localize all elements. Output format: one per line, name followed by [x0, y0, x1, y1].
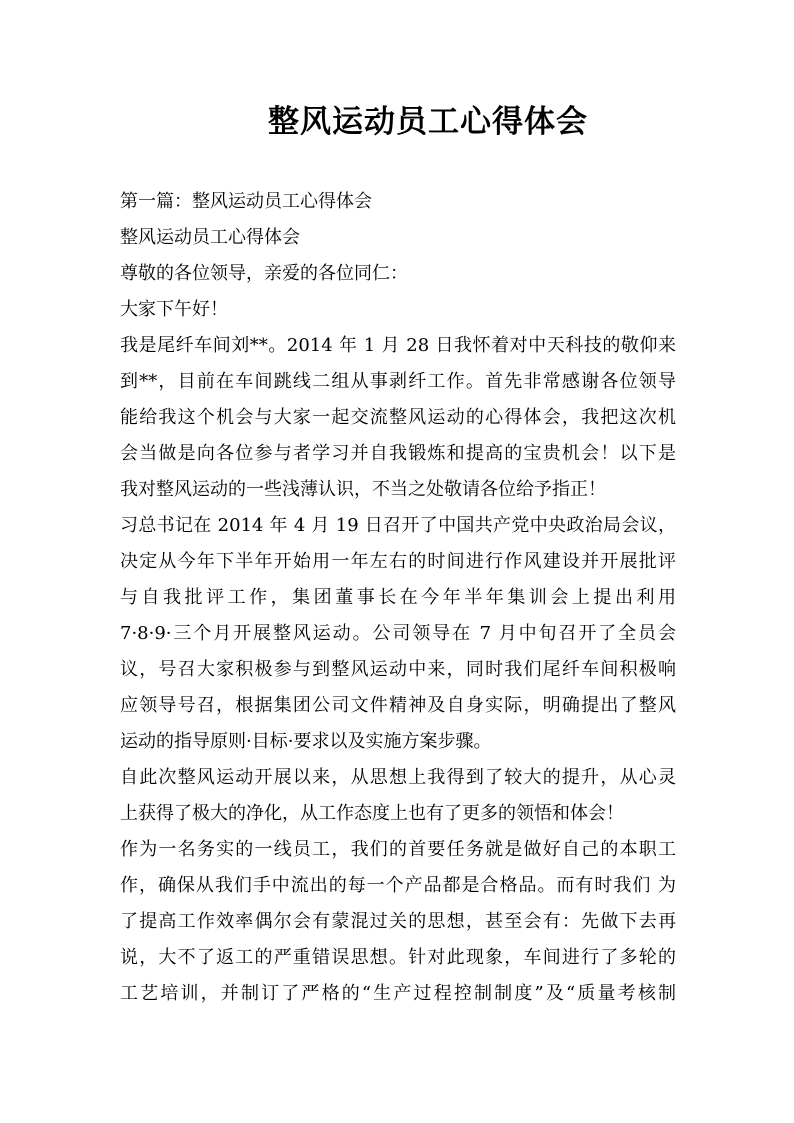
text-line: 上获得了极大的净化，从工作态度上也有了更多的领悟和体会！: [120, 803, 624, 824]
text-line: 习总书记在 2014 年 4 月 19 日召开了中国共产党中央政治局会议，: [120, 515, 676, 536]
text-line: 尊敬的各位领导，亲爱的各位同仁：: [120, 263, 408, 284]
text-line: 到**，目前在车间跳线二组从事剥纤工作。首先非常感谢各位领导: [120, 371, 676, 392]
text-line: 7·8·9·三个月开展整风运动。公司领导在 7 月中旬召开了全员会: [120, 623, 676, 644]
text-line: 应领导号召，根据集团公司文件精神及自身实际，明确提出了整风: [120, 695, 676, 716]
text-line: 会当做是向各位参与者学习并自我锻炼和提高的宝贵机会！以下是: [120, 443, 676, 464]
text-line: 作为一名务实的一线员工，我们的首要任务就是做好自己的本职工: [120, 839, 676, 860]
document-title: 整风运动员工心得体会: [268, 104, 588, 140]
text-line: 第一篇：整风运动员工心得体会: [120, 191, 372, 212]
text-line: 整风运动员工心得体会: [120, 227, 300, 248]
text-line: 说，大不了返工的严重错误思想。针对此现象，车间进行了多轮的: [120, 947, 676, 968]
document-body: [120, 184, 676, 1012]
text-line: 运动的指导原则·目标·要求以及实施方案步骤。: [120, 731, 492, 752]
text-line: 大家下午好！: [120, 299, 228, 320]
text-line: 决定从今年下半年开始用一年左右的时间进行作风建设并开展批评: [120, 551, 676, 572]
text-line: 工艺培训，并制订了严格的“生产过程控制制度”及“质量考核制: [120, 983, 676, 1004]
text-line: 我是尾纤车间刘**。2014 年 1 月 28 日我怀着对中天科技的敬仰来: [120, 335, 676, 356]
text-line: 议，号召大家积极参与到整风运动中来，同时我们尾纤车间积极响: [120, 659, 676, 680]
text-line: 了提高工作效率偶尔会有蒙混过关的思想，甚至会有：先做下去再: [120, 911, 676, 932]
text-line: 自此次整风运动开展以来，从思想上我得到了较大的提升，从心灵: [120, 767, 676, 788]
text-line: 我对整风运动的一些浅薄认识，不当之处敬请各位给予指正！: [120, 479, 606, 500]
text-line: 与自我批评工作，集团董事长在今年半年集训会上提出利用: [120, 587, 676, 608]
text-line: 能给我这个机会与大家一起交流整风运动的心得体会，我把这次机: [120, 407, 676, 428]
text-line: 作，确保从我们手中流出的每一个产品都是合格品。而有时我们 为: [120, 875, 676, 896]
